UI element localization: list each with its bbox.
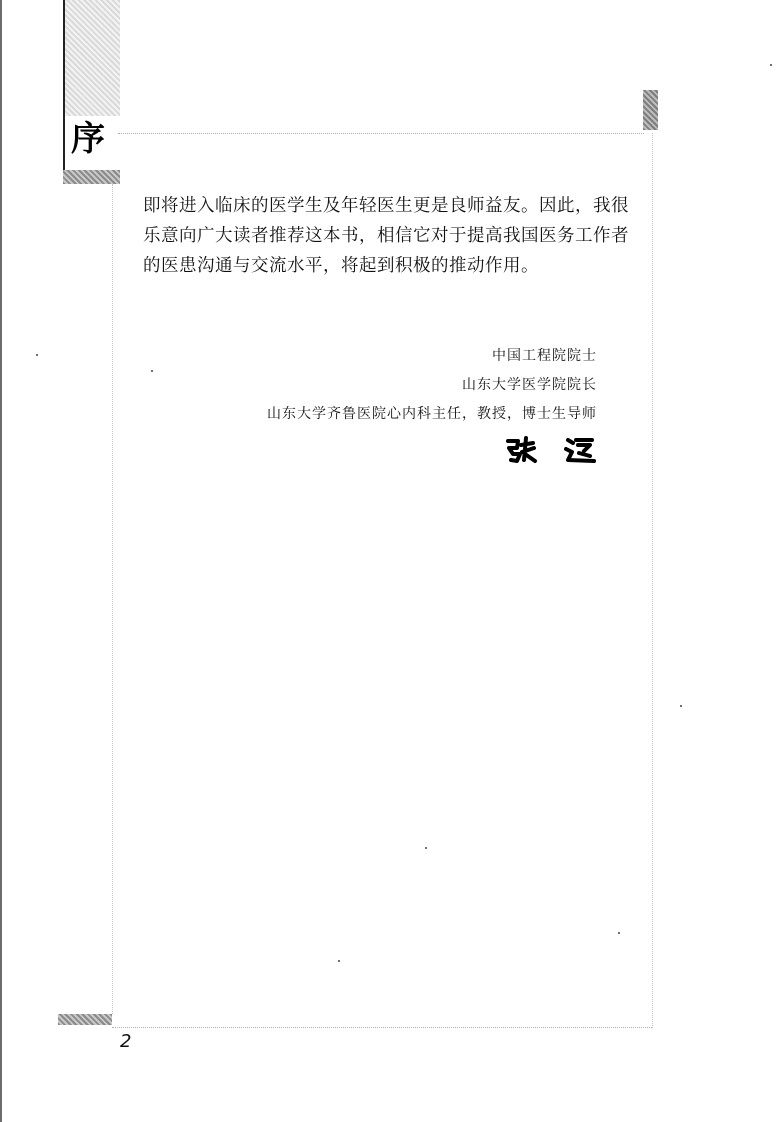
page-binding-edge: [0, 0, 2, 1122]
preface-body: [143, 191, 643, 281]
scan-speck: [680, 705, 682, 707]
page-number: 2: [120, 1031, 132, 1052]
header-decorative-block: [63, 0, 120, 118]
top-dotted-rule: [118, 133, 644, 134]
scan-speck: [425, 847, 427, 849]
signature-title-1: 中国工程院院士: [492, 348, 597, 364]
left-dotted-rule: [112, 184, 113, 1014]
bottom-shade-bar: [58, 1014, 112, 1025]
title-shade-bar: [63, 170, 120, 184]
scan-speck: [770, 64, 772, 66]
bottom-dotted-rule: [112, 1027, 652, 1028]
right-edge-tab: [643, 90, 658, 130]
right-dotted-rule: [652, 133, 653, 1028]
preface-paragraph: 即将进入临床的医学生及年轻医生更是良师益友。因此，我很乐意向广大读者推荐这本书，相信它对于提高我国医务工作者的医患沟通与交流水平，将起到积极的推动作用。: [143, 196, 629, 276]
scan-speck: [338, 960, 340, 962]
chapter-title-box: [63, 116, 120, 172]
scan-speck: [151, 370, 153, 372]
signature-title-2: 山东大学医学院院长: [462, 377, 597, 393]
scan-speck: [36, 354, 38, 356]
author-signature: [504, 434, 598, 464]
chapter-title: 序: [71, 119, 105, 159]
scan-speck: [618, 932, 620, 934]
signature-title-3: 山东大学齐鲁医院心内科主任，教授，博士生导师: [267, 406, 597, 422]
